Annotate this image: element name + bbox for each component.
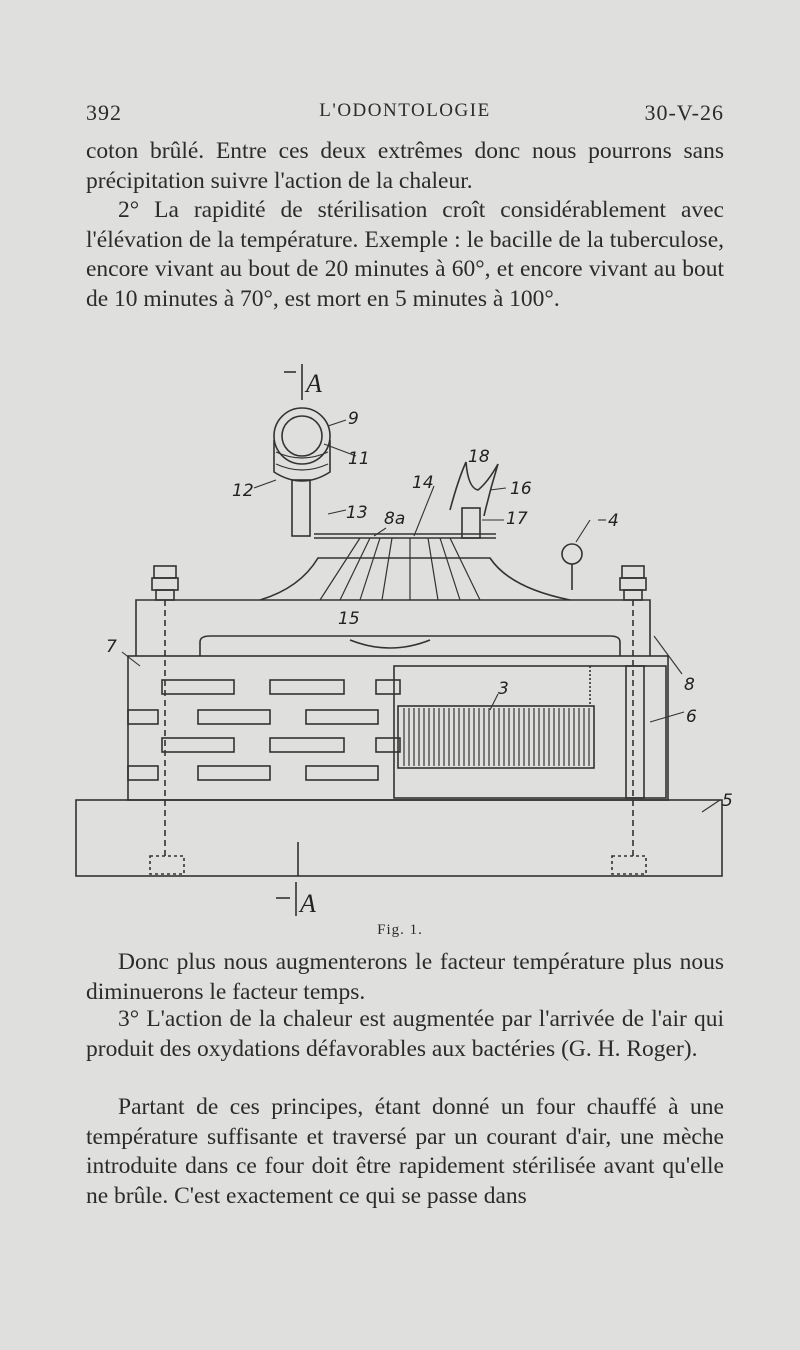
label-8a: 8a — [384, 509, 406, 529]
paragraph-3: Donc plus nous augmenterons le facteur température plus nous diminuerons le facteur temps. — [86, 949, 724, 1005]
label-14: 14 — [412, 473, 434, 493]
label-3: 3 — [498, 679, 509, 699]
paragraph-5: Partant de ces principes, étant donné un four chauffé à une température suffisante et traversé par un courant d'air, une mèche introduite dans ce four doit être rapidement stérilisée avant qu'elle ne brûle. C'est exactement ce qui se passe dans — [86, 1094, 724, 1209]
label-15: 15 — [338, 609, 360, 629]
thermometer-bulb — [562, 544, 582, 564]
section-mark-top — [284, 364, 322, 400]
label-12: 12 — [232, 481, 254, 501]
label-17: 17 — [506, 509, 528, 529]
label-18: 18 — [468, 447, 490, 467]
label-6: 6 — [686, 707, 697, 727]
label-7: 7 — [106, 637, 117, 657]
bolt-left — [152, 566, 178, 860]
bolt-right — [620, 566, 646, 860]
section-mark-bottom — [276, 882, 316, 918]
label-9: 9 — [348, 409, 359, 429]
label-16: 16 — [510, 479, 532, 499]
base-plate — [76, 800, 722, 876]
section-label-top: A — [306, 369, 322, 398]
label-4: 4 — [608, 511, 619, 531]
label-8: 8 — [684, 675, 695, 695]
vent-grille — [128, 680, 400, 780]
section-label-bottom: A — [300, 889, 316, 918]
cone-top — [260, 558, 570, 600]
paragraph-4: 3° L'action de la chaleur est augmentée par l'arrivée de l'air qui produit des oxydations défavorables aux bactéries (G. H. Roger). — [86, 1006, 724, 1062]
page-number: 392 — [86, 100, 122, 125]
journal-title: L'ODONTOLOGIE — [319, 100, 491, 121]
paragraph-1: coton brûlé. Entre ces deux extrêmes donc nous pourrons sans précipitation suivre l'action de la chaleur. — [86, 138, 724, 194]
sterilizer-diagram — [70, 360, 750, 920]
figure-caption: Fig. 1. — [377, 922, 423, 938]
label-5: 5 — [722, 791, 733, 811]
paragraph-2: 2° La rapidité de stérilisation croît considérablement avec l'élévation de la température. Exemple : le bacille de la tuberculose, encore vivant au bout de 20 minutes à 60°, et encore vivant au bout de 10 minutes à 70°, est mort en 5 minutes à 100°. — [86, 197, 724, 312]
wick-holder-ring — [274, 408, 330, 536]
label-11: 11 — [348, 449, 370, 469]
issue-date: 30-V-26 — [644, 100, 724, 125]
label-13: 13 — [346, 503, 368, 523]
running-header — [86, 100, 724, 130]
